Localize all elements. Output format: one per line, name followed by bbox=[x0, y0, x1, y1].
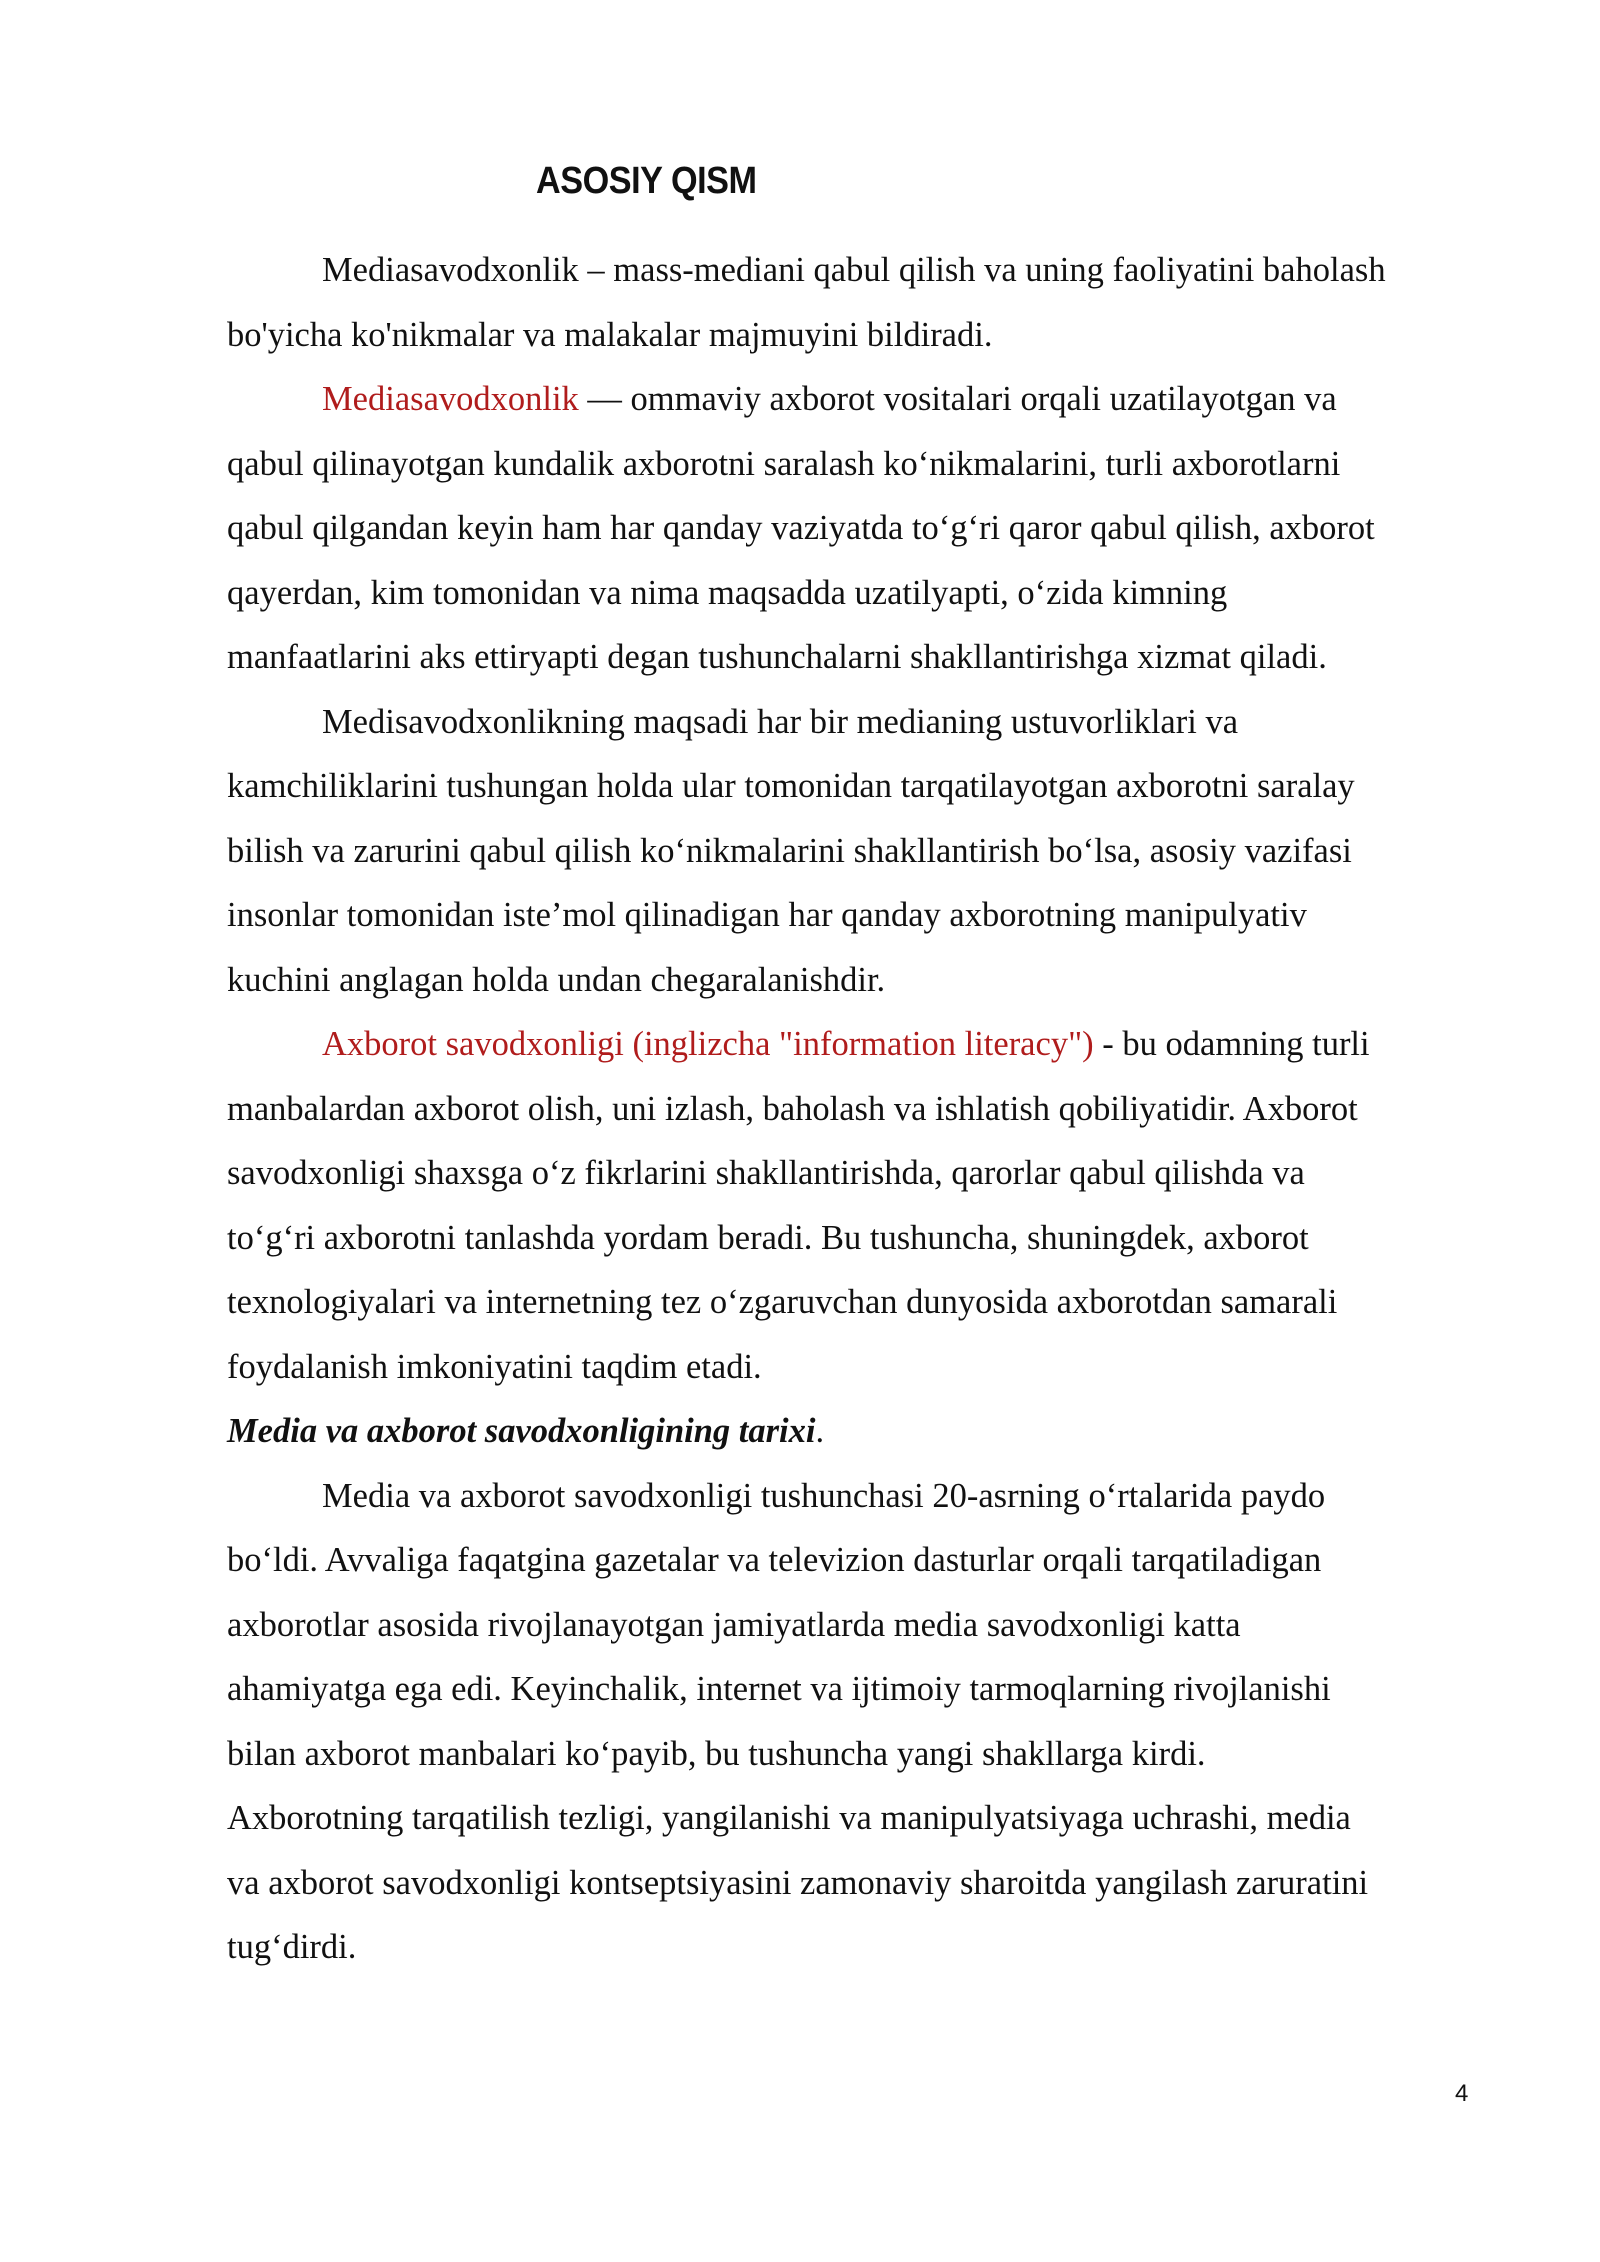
section-heading: ASOSIY QISM bbox=[536, 160, 757, 202]
subheading-text: Media va axborot savodxonligining tarixi bbox=[227, 1412, 816, 1450]
paragraph-definition-1 bbox=[227, 238, 1477, 367]
text-line: Media va axborot savodxonligi tushunchasi 20-asrning o‘rtalarida paydo bbox=[322, 1476, 1326, 1515]
text-line: manbalardan axborot olish, uni izlash, baholash va ishlatish qobiliyatidir. Axborot bbox=[227, 1089, 1358, 1128]
text-line bbox=[227, 1012, 1477, 1077]
text-line: bo‘ldi. Avvaliga faqatgina gazetalar va televizion dasturlar orqali tarqatiladigan bbox=[227, 1541, 1322, 1579]
text-line: Medisavodxonlikning maqsadi har bir medianing ustuvorliklari va bbox=[322, 702, 1239, 741]
paragraph-goal bbox=[227, 690, 1477, 1013]
text-line: savodxonligi shaxsga o‘z fikrlarini shakllantirishda, qarorlar qabul qilishda va bbox=[227, 1154, 1305, 1192]
text-line: bilan axborot manbalari ko‘payib, bu tushuncha yangi shakllarga kirdi. bbox=[227, 1734, 1206, 1773]
history-subheading bbox=[227, 1399, 1477, 1464]
text-line: to‘g‘ri axborotni tanlashda yordam beradi. Bu tushuncha, shuningdek, axborot bbox=[227, 1218, 1309, 1257]
text-line: manfaatlarini aks ettiryapti degan tushunchalarni shakllantirishga xizmat qiladi. bbox=[227, 638, 1327, 676]
text-line: tug‘dirdi. bbox=[227, 1928, 357, 1966]
page-number: 4 bbox=[1455, 2080, 1469, 2107]
text-line: texnologiyalari va internetning tez o‘zgaruvchan dunyosida axborotdan samarali bbox=[227, 1283, 1338, 1321]
body-text bbox=[227, 238, 1477, 1980]
paragraph-definition-2 bbox=[227, 367, 1477, 690]
text-line: Mediasavodxonlik – mass-mediani qabul qilish va uning faoliyatini baholash bbox=[322, 251, 1386, 289]
text-line: bilish va zarurini qabul qilish ko‘nikmalarini shakllantirish bo‘lsa, asosiy vazifasi bbox=[227, 831, 1352, 870]
highlighted-term: Mediasavodxonlik bbox=[322, 380, 579, 418]
paragraph-information-literacy bbox=[227, 1012, 1477, 1399]
paragraph-history bbox=[227, 1464, 1477, 1980]
text-fragment: — ommaviy axborot vositalari orqali uzatilayotgan va bbox=[578, 380, 1337, 418]
text-line: Axborotning tarqatilish tezligi, yangilanishi va manipulyatsiyaga uchrashi, media bbox=[227, 1799, 1351, 1837]
text-line: axborotlar asosida rivojlanayotgan jamiyatlarda media savodxonligi katta bbox=[227, 1605, 1241, 1644]
text-line: qayerdan, kim tomonidan va nima maqsadda uzatilyapti, o‘zida kimning bbox=[227, 573, 1228, 612]
text-line: ahamiyatga ega edi. Keyinchalik, internet va ijtimoiy tarmoqlarning rivojlanishi bbox=[227, 1670, 1331, 1708]
text-line: kuchini anglagan holda undan chegaralanishdir. bbox=[227, 960, 886, 999]
text-line: va axborot savodxonligi kontseptsiyasini zamonaviy sharoitda yangilash zaruratini bbox=[227, 1863, 1369, 1902]
text-line: qabul qilinayotgan kundalik axborotni saralash ko‘nikmalarini, turli axborotlarni bbox=[227, 444, 1341, 483]
highlighted-term: Axborot savodxonligi (inglizcha "information literacy") bbox=[322, 1025, 1094, 1063]
text-line: kamchiliklarini tushungan holda ular tomonidan tarqatilayotgan axborotni saralay bbox=[227, 767, 1355, 805]
subheading-punctuation: . bbox=[815, 1412, 825, 1450]
text-line: bo'yicha ko'nikmalar va malakalar majmuyini bildiradi. bbox=[227, 315, 993, 354]
text-line: qabul qilgandan keyin ham har qanday vaziyatda to‘g‘ri qaror qabul qilish, axborot bbox=[227, 509, 1375, 547]
text-line: insonlar tomonidan iste’mol qilinadigan har qanday axborotning manipulyativ bbox=[227, 896, 1307, 934]
text-line bbox=[227, 367, 1477, 432]
text-line: foydalanish imkoniyatini taqdim etadi. bbox=[227, 1347, 762, 1386]
text-fragment: - bu odamning turli bbox=[1093, 1025, 1370, 1063]
